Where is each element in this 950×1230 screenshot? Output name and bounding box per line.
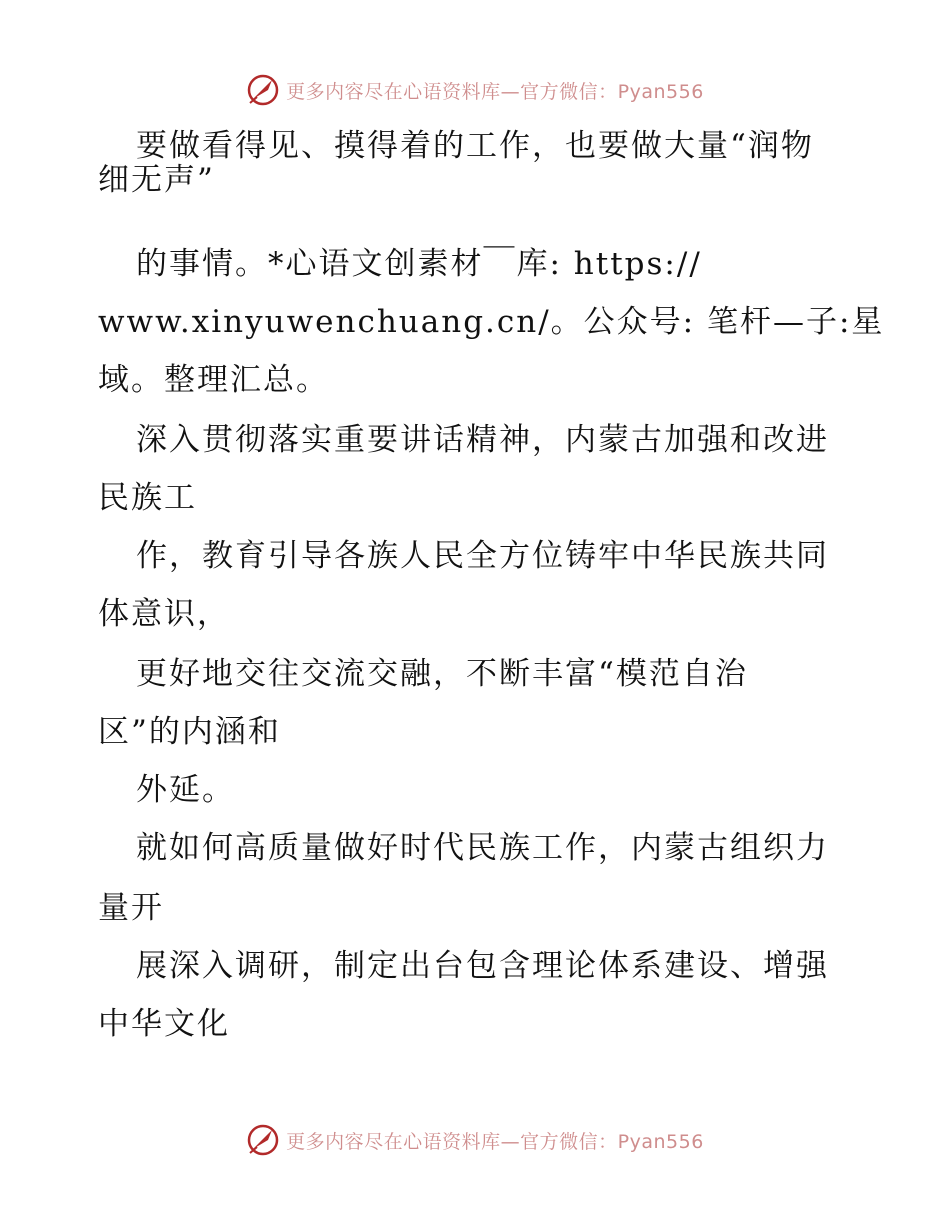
body-line: 要做看得见、摸得着的工作，也要做大量“润物 — [136, 128, 814, 164]
body-line: 的事情。*心语文创素材￣库: https:// — [136, 246, 702, 282]
body-line: 中华文化 — [98, 1006, 230, 1042]
body-line: 作，教育引导各族人民全方位铸牢中华民族共同 — [136, 538, 829, 574]
body-line: 体意识， — [98, 596, 230, 632]
body-line: 展深入调研，制定出台包含理论体系建设、增强 — [136, 948, 829, 984]
body-line: 外延。 — [136, 772, 235, 808]
body-line: 民族工 — [98, 480, 197, 516]
body-line: 区”的内涵和 — [98, 714, 281, 750]
footer-banner-inner — [246, 1123, 704, 1157]
quill-logo-icon — [246, 1123, 280, 1157]
body-line: 就如何高质量做好时代民族工作，内蒙古组织力 — [136, 830, 829, 866]
footer-banner-text: 更多内容尽在心语资料库—官方微信：Pyan556 — [286, 1130, 704, 1153]
body-line: 量开 — [98, 890, 164, 926]
header-banner-text: 更多内容尽在心语资料库—官方微信：Pyan556 — [286, 80, 704, 103]
body-line: 更好地交往交流交融，不断丰富“模范自治 — [136, 656, 748, 692]
body-line: 细无声” — [98, 162, 215, 198]
body-line: www.xinyuwenchuang.cn/。公众号: 笔杆—子:星 — [98, 304, 885, 340]
body-line: 深入贯彻落实重要讲话精神，内蒙古加强和改进 — [136, 422, 829, 458]
body-line: 域。整理汇总。 — [98, 362, 329, 398]
footer-banner — [0, 1120, 950, 1160]
